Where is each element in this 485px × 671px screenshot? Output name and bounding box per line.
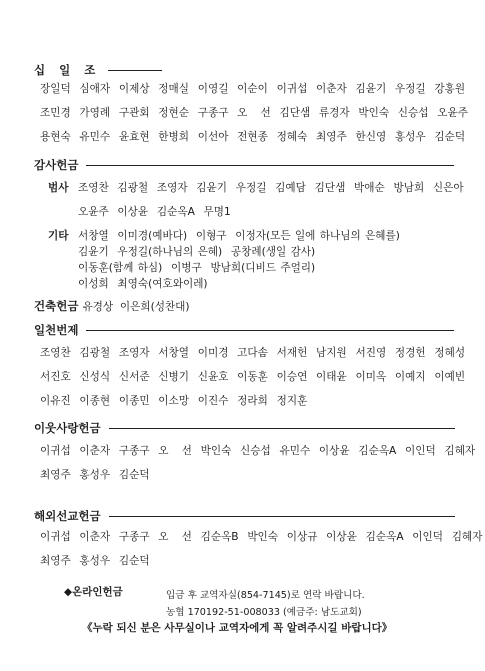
section-divider — [108, 70, 162, 71]
name-row: 서창열 이미경(예바다) 이형구 이정자(모든 일에 하나님의 은혜를) — [78, 230, 400, 242]
section-title-building: 건축헌금 — [34, 299, 79, 313]
section-divider — [109, 516, 455, 517]
section-title-thanks: 감사헌금 — [34, 158, 79, 172]
section-header-sipilcho — [34, 62, 162, 78]
building-names: 유경상 이은희(성찬대) — [82, 300, 190, 313]
section-title-sipilcho: 십 일 조 — [34, 63, 101, 77]
online-contact-line: 입금 후 교역자실(854-7145)로 연락 바랍니다. — [166, 590, 365, 601]
gita-label: 기타 — [48, 230, 69, 242]
name-row: 서진호 신성식 신서준 신병기 신윤호 이동훈 이승연 이태윤 이미옥 이예지 이예빈 — [40, 371, 466, 383]
name-row: 이동훈(함께 하심) 이병구 방남희(디비드 주얼리) — [78, 262, 316, 274]
bumsa-label: 범사 — [48, 182, 69, 194]
section-title-mission: 해외선교헌금 — [34, 509, 101, 523]
online-account-line: 농협 170192-51-008033 (예금주: 남도교회) — [166, 607, 362, 618]
name-row: 오윤주 이상윤 김순옥A 무명1 — [78, 206, 231, 218]
online-offering-label: ◆온라인헌금 — [64, 586, 123, 598]
name-row: 조민경 가영례 구관회 정현순 구종구 오 선 김단샘 류경자 박인숙 신승섭 오윤주 — [40, 107, 468, 119]
name-row: 장일덕 심애자 이제상 정매실 이영길 이순이 이귀섭 이춘자 김윤기 우정길 강홍원 — [40, 83, 466, 95]
name-row: 조영찬 김광철 조영자 서창열 이미경 고다솜 서재헌 남지원 서진영 정경헌 정혜성 — [40, 347, 466, 359]
name-row: 이귀섭 이춘자 구종구 오 선 박인숙 신승섭 유민수 이상윤 김순옥A 이인덕 김혜자 — [40, 445, 476, 457]
section-title-ilcheon: 일천번제 — [34, 323, 79, 337]
section-header-thanks — [34, 157, 454, 173]
name-row: 조영찬 김광철 조영자 김윤기 우정길 김예담 김단샘 박애순 방남희 신은아 — [78, 182, 464, 194]
name-row: 이성희 최영숙(여호와이레) — [78, 278, 208, 290]
section-header-ilcheon — [34, 322, 454, 338]
name-row: 최영주 홍성우 김순덕 — [40, 555, 150, 567]
section-title-neighbor: 이웃사랑헌금 — [34, 421, 101, 435]
section-header-neighbor — [34, 420, 455, 436]
omission-notice: 《누락 되신 분은 사무실이나 교역자에게 꼭 알려주시길 바랍니다》 — [82, 622, 393, 634]
name-row: 이귀섭 이춘자 구종구 오 선 김순옥B 박인숙 이상규 이상윤 김순옥A 이인덕 김혜자 — [40, 531, 483, 543]
name-row: 용현숙 유민수 윤효현 한병희 이선아 전현종 정혜숙 최영주 한신영 홍성우 김순덕 — [40, 131, 466, 143]
name-row: 최영주 홍성우 김순덕 — [40, 469, 150, 481]
section-divider — [109, 428, 455, 429]
name-row: 김윤기 우정길(하나님의 은혜) 공창례(생일 감사) — [78, 246, 316, 258]
section-divider — [86, 330, 454, 331]
section-divider — [86, 165, 454, 166]
name-row: 이유진 이종현 이종민 이소망 이진수 정라희 정지훈 — [40, 395, 308, 407]
section-header-building — [34, 298, 190, 314]
section-header-mission — [34, 508, 455, 524]
